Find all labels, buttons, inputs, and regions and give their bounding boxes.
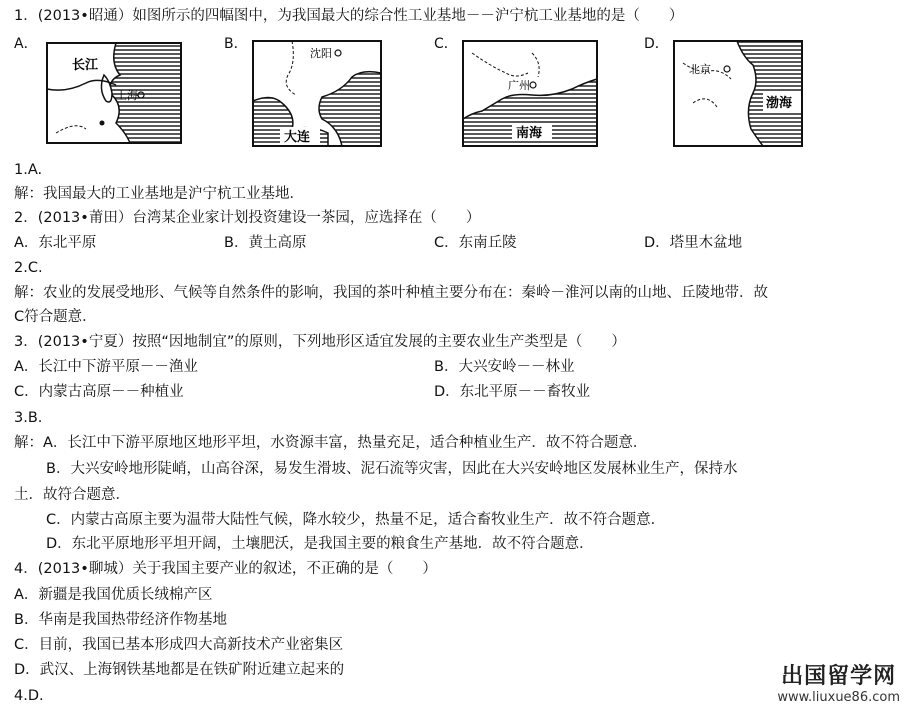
q4-option-b: B．华南是我国热带经济作物基地: [14, 612, 227, 628]
q2-option-c: C．东南丘陵: [434, 235, 517, 251]
q3-explanation-c: C．内蒙古高原主要为温带大陆性气候，降水较少，热量不足，适合畜牧业生产．故不符合题意．: [46, 512, 666, 528]
q3-option-c: C．内蒙古高原－－种植业: [14, 384, 184, 400]
q2-option-d: D．塔里木盆地: [644, 235, 743, 251]
q3-explanation-b-line1: B．大兴安岭地形陡峭，山高谷深，易发生滑坡、泥石流等灾害，因此在大兴安岭地区发展林业生产，保持水: [46, 461, 738, 477]
q4-option-a: A．新疆是我国优质长绒棉产区: [14, 587, 213, 603]
site-watermark: [777, 659, 900, 705]
q3-option-b: B．大兴安岭－－林业: [434, 359, 575, 375]
q2-explanation-line2: C符合题意．: [14, 309, 97, 325]
q1-option-c-label: C．: [434, 36, 458, 52]
q2-question: 2．(2013•莆田）台湾某企业家计划投资建设一茶园，应选择在（ ）: [14, 210, 481, 226]
q3-explanation-d: D．东北平原地形平坦开阔，土壤肥沃，是我国主要的粮食生产基地．故不符合题意．: [46, 536, 594, 552]
map-a-city-label: 上海: [116, 89, 138, 102]
q1-explanation: 解：我国最大的工业基地是沪宁杭工业基地．: [14, 186, 304, 202]
q4-option-d: D．武汉、上海钢铁基地都是在铁矿附近建立起来的: [14, 662, 345, 678]
q1-question: 1．(2013•昭通）如图所示的四幅图中，为我国最大的综合性工业基地－－沪宁杭工业基地的是（ ）: [14, 8, 684, 24]
map-d-sea-label: 渤海: [766, 96, 793, 111]
map-d-city-label: 北京: [689, 63, 711, 76]
q3-explanation-a: 解：A．长江中下游平原地区地形平坦，水资源丰富，热量充足，适合种植业生产．故不符合题意．: [14, 435, 648, 451]
q1-option-a-label: A．: [14, 36, 38, 52]
q3-explanation-b-line2: 土．故符合题意．: [14, 487, 130, 503]
map-a-river-label: 长江: [72, 58, 99, 73]
map-b-sea-label: 大连: [284, 130, 311, 145]
map-b: [252, 33, 382, 148]
q3-question: 3．(2013•宁夏）按照“因地制宜”的原则，下列地形区适宜发展的主要农业生产类型是（ ）: [14, 334, 626, 350]
q1-answer: 1.A.: [14, 162, 43, 178]
q2-explanation-line1: 解：农业的发展受地形、气候等自然条件的影响，我国的茶叶种植主要分布在：秦岭－淮河以南的山地、丘陵地带．故: [14, 285, 768, 301]
q4-option-c: C．目前，我国已基本形成四大高新技术产业密集区: [14, 637, 344, 653]
q1-option-d-label: D．: [644, 36, 669, 52]
watermark-title: 出国留学网: [781, 664, 897, 689]
map-c-sea-label: 南海: [516, 126, 543, 141]
map-c-city-label: 广州: [508, 79, 530, 92]
q2-option-a: A．东北平原: [14, 235, 97, 251]
q3-answer: 3.B.: [14, 410, 43, 426]
map-b-city-label: 沈阳: [310, 47, 332, 60]
q4-question: 4．(2013•聊城）关于我国主要产业的叙述，不正确的是（ ）: [14, 561, 437, 577]
map-c: [462, 33, 598, 148]
q2-option-b: B．黄土高原: [224, 235, 307, 251]
q3-option-a: A．长江中下游平原－－渔业: [14, 359, 198, 375]
q2-answer: 2.C.: [14, 260, 43, 276]
q4-answer: 4.D.: [14, 688, 44, 704]
map-a: [46, 33, 182, 145]
watermark-url: www.liuxue86.com: [777, 690, 900, 705]
map-d: [673, 33, 803, 148]
q3-option-d: D．东北平原－－畜牧业: [434, 384, 591, 400]
q1-option-b-label: B．: [224, 36, 248, 52]
